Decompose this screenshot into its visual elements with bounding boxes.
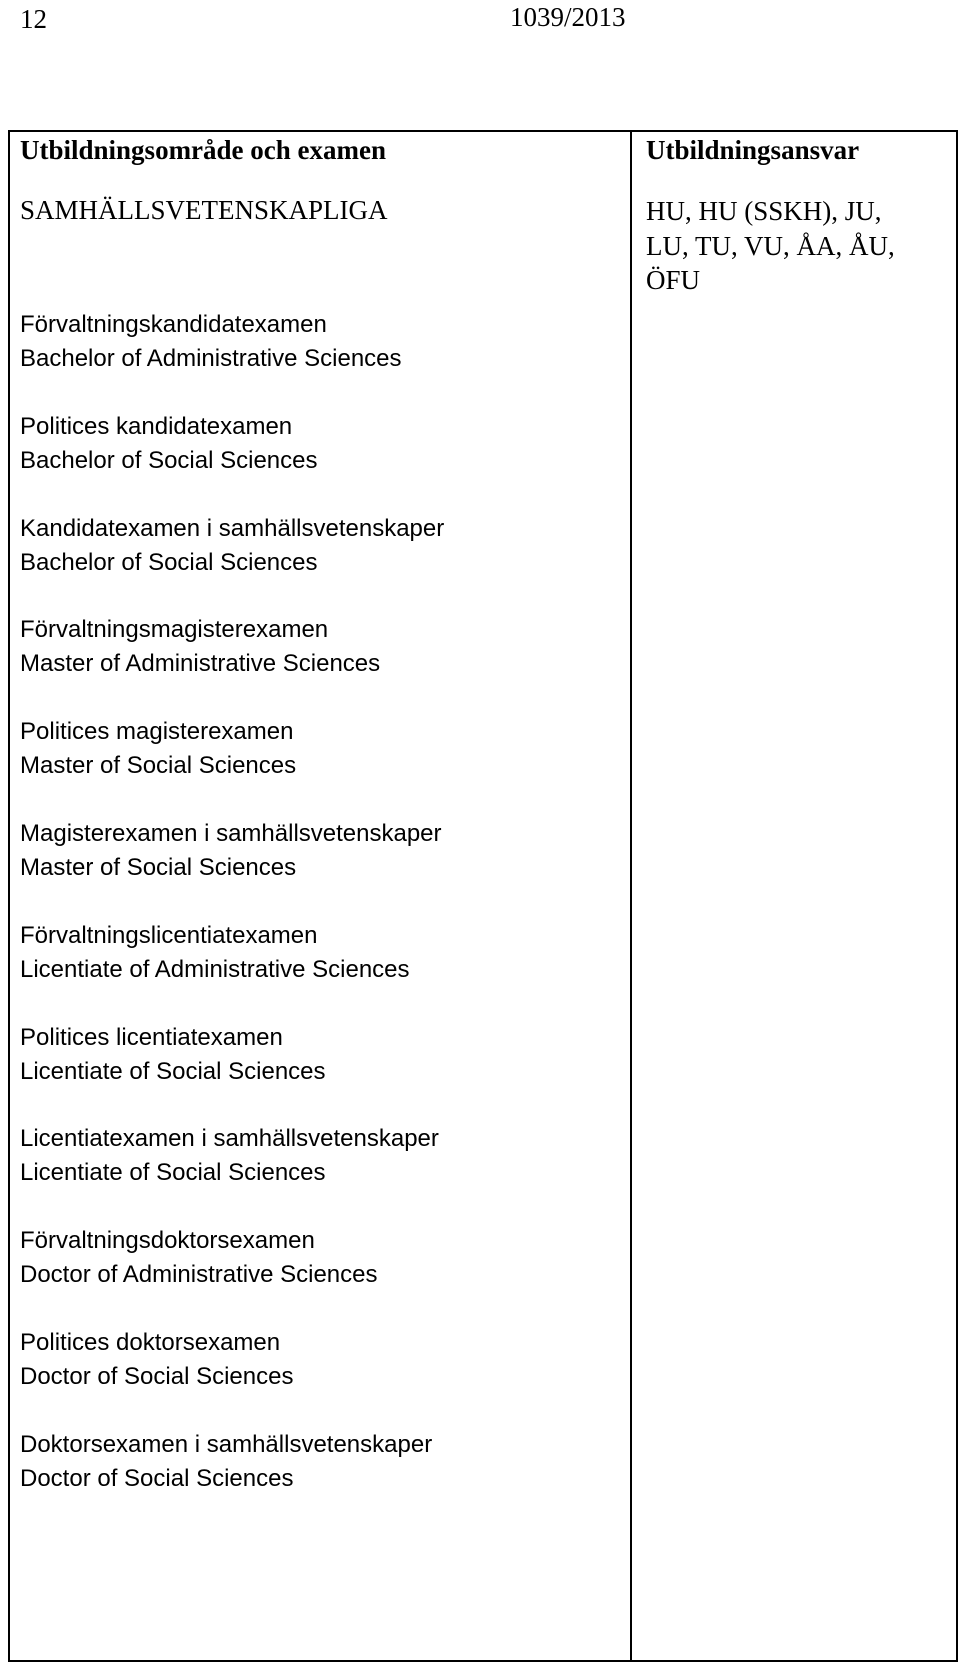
category-label: SAMHÄLLSVETENSKAPLIGA [20,195,388,225]
document-number: 1039/2013 [510,2,626,32]
responsibility-text [646,194,946,298]
degree-english: Licentiate of Social Sciences [20,1159,326,1187]
degree-english: Bachelor of Social Sciences [20,446,318,474]
column-divider [630,132,632,1660]
degree-swedish: Politices licentiatexamen [20,1023,283,1051]
degree-item [20,1224,620,1326]
degree-item [20,512,620,614]
degree-item [20,410,620,512]
degree-swedish: Förvaltningslicentiatexamen [20,921,318,949]
responsibility-line: ÖFU [646,265,701,295]
degree-swedish: Kandidatexamen i samhällsvetenskaper [20,514,445,542]
degree-english: Licentiate of Administrative Sciences [20,955,410,983]
degree-swedish: Magisterexamen i samhällsvetenskaper [20,819,442,847]
responsibility-line: HU, HU (SSKH), JU, [646,196,882,226]
page-number: 12 [20,4,47,34]
column-responsibility [646,132,946,298]
degree-item [20,1122,620,1224]
degree-item [20,1326,620,1428]
degree-item [20,817,620,919]
degree-item [20,715,620,817]
degree-english: Licentiate of Social Sciences [20,1057,326,1085]
degree-swedish: Doktorsexamen i samhällsvetenskaper [20,1430,433,1458]
degree-english: Doctor of Social Sciences [20,1362,294,1390]
degree-swedish: Politices doktorsexamen [20,1328,281,1356]
degree-item [20,1428,620,1530]
degree-english: Doctor of Social Sciences [20,1464,294,1492]
responsibility-line: LU, TU, VU, ÅA, ÅU, [646,230,895,261]
degree-swedish: Politices kandidatexamen [20,412,293,440]
degree-swedish: Politices magisterexamen [20,718,294,746]
degree-item [20,613,620,715]
degree-english: Master of Social Sciences [20,752,297,780]
degree-table [8,130,958,1662]
page-header [0,0,960,40]
degree-english: Master of Social Sciences [20,853,297,881]
degree-swedish: Förvaltningskandidatexamen [20,311,327,338]
degree-list [20,308,620,1530]
degree-english: Bachelor of Administrative Sciences [20,345,402,372]
degree-english: Doctor of Administrative Sciences [20,1261,378,1289]
degree-english: Master of Administrative Sciences [20,650,381,678]
degree-item [20,919,620,1021]
degree-swedish: Förvaltningsdoktorsexamen [20,1227,315,1255]
degree-english: Bachelor of Social Sciences [20,548,318,576]
degree-swedish: Licentiatexamen i samhällsvetenskaper [20,1125,439,1153]
column-header-responsibility: Utbildningsansvar [646,135,860,165]
column-education-field [20,132,620,1530]
degree-item [20,308,620,410]
degree-swedish: Förvaltningsmagisterexamen [20,616,329,644]
degree-item [20,1021,620,1123]
column-header-education-field: Utbildningsområde och examen [20,135,387,165]
